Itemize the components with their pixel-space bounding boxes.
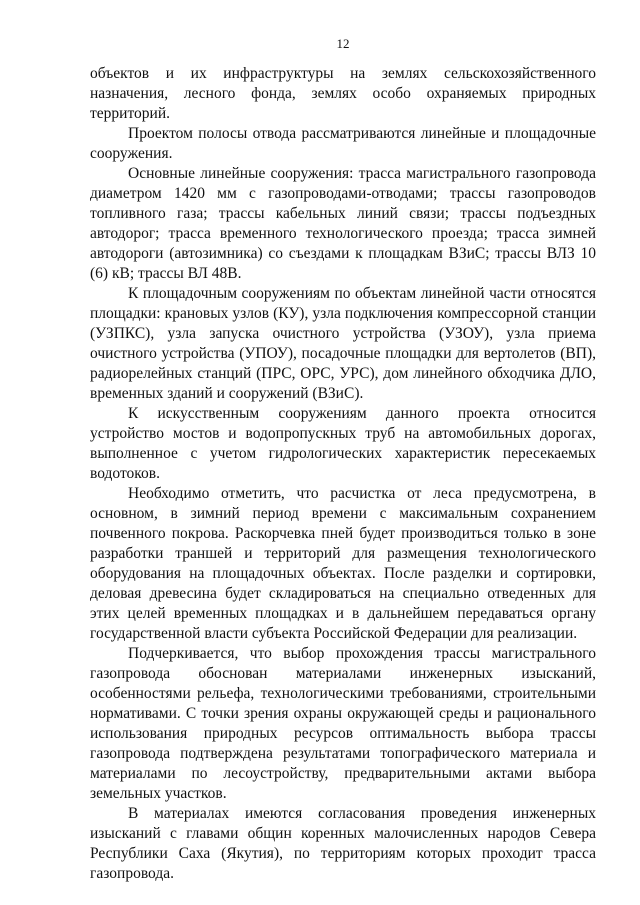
paragraph-artificial-structures: К искусственным сооружениям данного проекта относится устройство мостов и водопропускных труб на автомобильных дорогах, выполненное с учетом гидрологических характеристик пересекаемых водотоков. xyxy=(90,405,596,482)
paragraph-right-of-way: Проектом полосы отвода рассматриваются линейные и площадочные сооружения. xyxy=(90,125,596,162)
document-page xyxy=(90,36,596,884)
page-number: 12 xyxy=(336,36,350,51)
paragraph-forest-clearing: Необходимо отметить, что расчистка от леса предусмотрена, в основном, в зимний период времени с максимальным сохранением почвенного покрова. Раскорчевка пней будет производиться только в зоне разработки траншей и территорий для размещения технологического оборудования на площадочных объектах. После разделки и сортировки, деловая древесина будет складироваться на специально отведенных для этих целей временных площадках и в дальнейшем передаваться органу государственной власти субъекта Российской Федерации для реализации. xyxy=(90,485,596,642)
paragraph-site-structures: К площадочным сооружениям по объектам линейной части относятся площадки: крановых узлов (КУ), узла подключения компрессорной станции (УЗПКС), узла запуска очистного устройства (УЗОУ), узла приема очистного устройства (УПОУ), посадочные площадки для вертолетов (ВП), радиорелейных станций (ПРС, ОРС, УРС), дом линейного обходчика ДЛО, временных зданий и сооружений (ВЗиС). xyxy=(90,285,596,402)
paragraph-continuation: объектов и их инфраструктуры на землях сельскохозяйственного назначения, лесного фонда, землях особо охраняемых природных территорий. xyxy=(90,65,596,122)
paragraph-route-selection: Подчеркивается, что выбор прохождения трассы магистрального газопровода обоснован материалами инженерных изысканий, особенностями рельефа, технологическими требованиями, строительными нормативами. С точки зрения охраны окружающей среды и рационального использования природных ресурсов оптимальность выбора трассы газопровода подтверждена результатами топографического материала и материалами по лесоустройству, предварительными актами выбора земельных участков. xyxy=(90,645,596,802)
paragraph-approvals: В материалах имеются согласования проведения инженерных изысканий с главами общин коренных малочисленных народов Севера Республики Саха (Якутия), по территориям которых проходит трасса газопровода. xyxy=(90,805,596,882)
paragraph-linear-structures: Основные линейные сооружения: трасса магистрального газопровода диаметром 1420 мм с газопроводами-отводами; трассы газопроводов топливного газа; трассы кабельных линий связи; трассы подъездных автодорог; трасса временного технологического проезда; трасса зимней автодороги (автозимника) со съездами к площадкам ВЗиС; трассы ВЛЗ 10 (6) кВ; трассы ВЛ 48В. xyxy=(90,165,596,282)
